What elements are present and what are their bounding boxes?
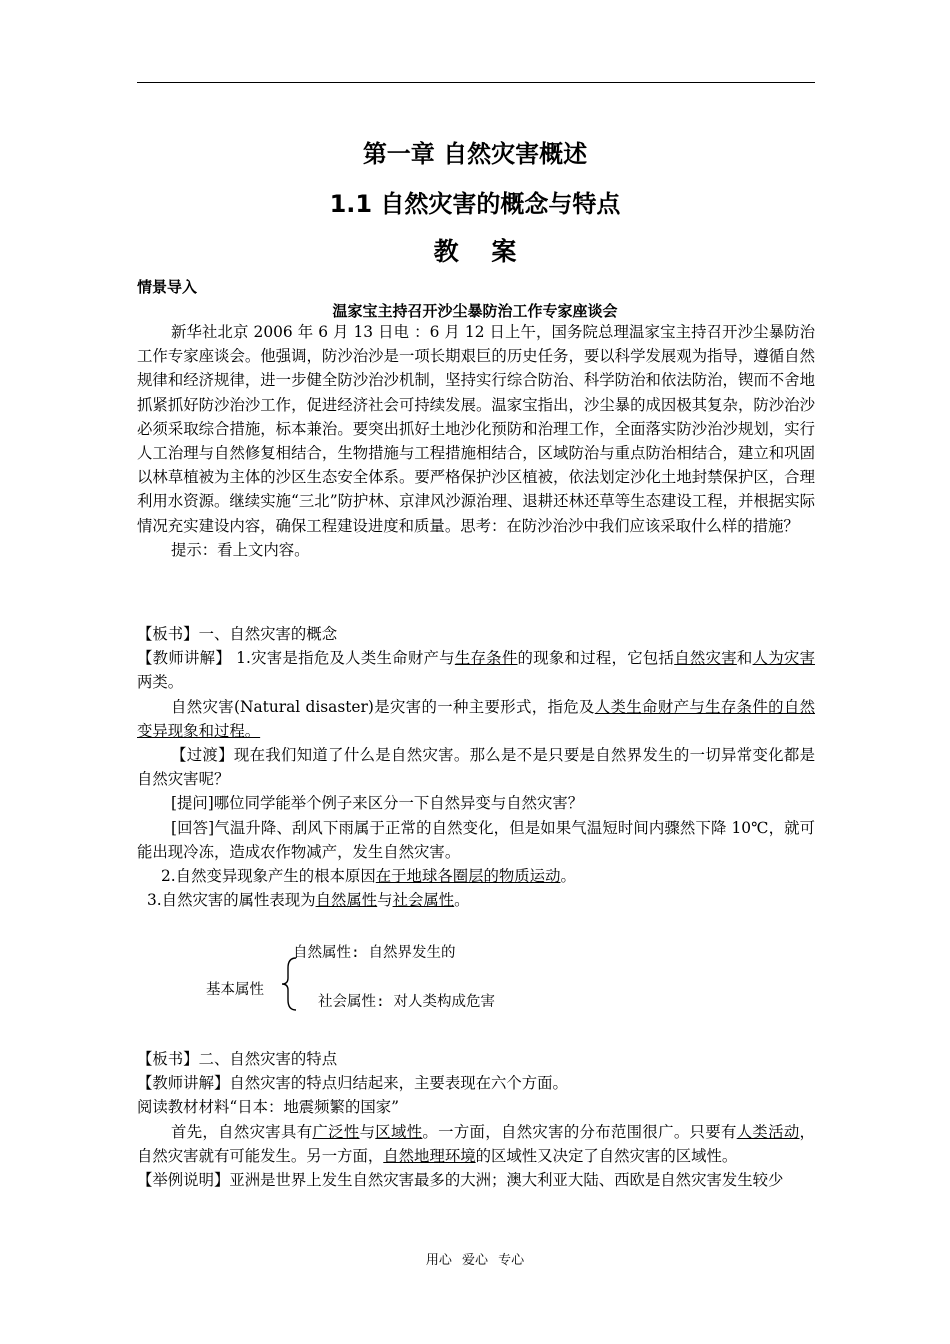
intro-body bbox=[137, 320, 815, 562]
attribute-diagram bbox=[200, 938, 600, 1018]
section-title: 1.1 自然灾害的概念与特点 bbox=[329, 190, 621, 218]
point-3: 3.自然灾害的属性表现为自然属性与社会属性。 bbox=[147, 891, 470, 910]
board-heading-2: 【板书】二、自然灾害的特点 bbox=[137, 1050, 338, 1068]
first-feature-paragraph: 首先，自然灾害具有广泛性与区域性。一方面，自然灾害的分布范围很广。只要有人类活动，自然灾害就有可能发生。另一方面，自然地理环境的区域性又决定了自然灾害的区域性。 bbox=[137, 1122, 815, 1165]
page-footer: 用心 爱心 专心 bbox=[425, 1253, 525, 1268]
attribute-branch-social: 社会属性: 对人类构成危害 bbox=[318, 994, 495, 1010]
point-2: 2.自然变异现象产生的根本原因在于地球各圈层的物质运动。 bbox=[161, 867, 576, 886]
definition-paragraph: 自然灾害(Natural disaster)是灾害的一种主要形式，指危及人类生命财产与生存条件的自然变异现象和过程。 bbox=[137, 697, 815, 740]
intro-label: 情景导入 bbox=[137, 278, 198, 296]
doc-type-title: 教 案 bbox=[433, 237, 529, 266]
left-brace-icon bbox=[280, 956, 300, 1012]
header-rule bbox=[137, 82, 815, 83]
teacher-explanation-1: 【教师讲解】 1.灾害是指危及人类生命财产与生存条件的现象和过程，它包括自然灾害和人为灾害两类。 bbox=[137, 649, 815, 692]
reading-note: 阅读教材材料“日本：地震频繁的国家” bbox=[137, 1098, 399, 1117]
transition-paragraph: 【过渡】现在我们知道了什么是自然灾害。那么是不是只要是自然界发生的一切异常变化都是自然灾害呢？ bbox=[137, 746, 815, 789]
teacher-explanation-2: 【教师讲解】自然灾害的特点归结起来，主要表现在六个方面。 bbox=[137, 1074, 568, 1093]
part2-body bbox=[137, 1047, 815, 1192]
example-paragraph: 【举例说明】亚洲是世界上发生自然灾害最多的大洲；澳大利亚大陆、西欧是自然灾害发生较少 bbox=[137, 1171, 784, 1190]
attribute-root: 基本属性 bbox=[206, 982, 264, 998]
board-heading-1: 【板书】一、自然灾害的概念 bbox=[137, 625, 338, 643]
chapter-title: 第一章 自然灾害概述 bbox=[362, 140, 588, 168]
question-paragraph: [提问]哪位同学能举个例子来区分一下自然异变与自然灾害？ bbox=[171, 794, 584, 813]
article-paragraph: 新华社北京 2006 年 6 月 13 日电 ：6 月 12 日上午，国务院总理温家宝主持召开沙尘暴防治工作专家座谈会。他强调，防沙治沙是一项长期艰巨的历史任务，要以科学发展观为指导，遵循自然规律和经济规律，进一步健全防沙治沙机制，坚持实行综合防治、科学防治和依法防治，锲而不舍地抓紧抓好防沙治沙工作，促进经济社会可持续发展。温家宝指出，沙尘暴的成因极其复杂，防沙治沙必须采取综合措施，标本兼治。要突出抓好土地沙化预防和治理工作，全面落实防沙治沙规划，实行人工治理与自然修复相结合，生物措施与工程措施相结合，区域防治与重点防治相结合，建立和巩固以林草植被为主体的沙区生态安全体系。要严格保护沙区植被，依法划定沙化土地封禁保护区，合理利用水资源。继续实施“三北”防护林、京津风沙源治理、退耕还林还草等生态建设工程，并根据实际情况充实建设内容，确保工程建设进度和质量。思考：在防沙治沙中我们应该采取什么样的措施？ bbox=[137, 323, 815, 535]
answer-paragraph: [回答]气温升降、刮风下雨属于正常的自然变化，但是如果气温短时间内骤然下降 10℃，就可能出现冷冻，造成农作物减产，发生自然灾害。 bbox=[137, 818, 815, 861]
article-title: 温家宝主持召开沙尘暴防治工作专家座谈会 bbox=[332, 302, 618, 320]
attribute-branch-natural: 自然属性: 自然界发生的 bbox=[293, 945, 456, 961]
hint-paragraph: 提示：看上文内容。 bbox=[171, 540, 310, 559]
part1-body bbox=[137, 622, 815, 912]
